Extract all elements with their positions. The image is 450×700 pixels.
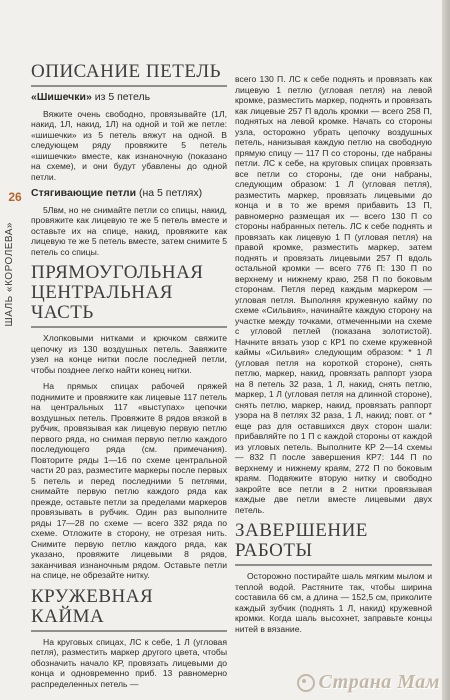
section-heading-stitches: ОПИСАНИЕ ПЕТЕЛЬ [31,61,221,82]
heading-rule [31,326,227,328]
lace-border-section [31,587,227,690]
stitch-description-section [31,62,227,257]
running-title: ШАЛЬ «КОРОЛЕВА» [4,222,15,327]
subheading-bobbles-rest: из 5 петель [91,91,151,103]
subheading-gathered [31,188,227,199]
section-heading-lace: КРУЖЕВНАЯ КАЙМА [31,585,154,627]
heading-rule [235,564,432,566]
heading-rule [31,85,227,87]
watermark-logo-icon [297,674,315,692]
paragraph-center-1: Хлопковыми нитками и крючком свяжите цепочку из 130 воздушных петель. Завяжите узел на конце нитки после последней петли, чтобы позднее легко найти конец нитки. [31,333,227,375]
paragraph-gathered: 5Лвм, но не снимайте петли со спицы, накид, провяжите как лицевую те же 5 петель вместе и оставьте их на спице, накид, провяжите как лицевую те же 5 петель вместе, затем снимите 5 петель со спицы. [31,204,228,257]
site-watermark [297,671,440,694]
section-heading-finishing: ЗАВЕРШЕНИЕ РАБОТЫ [235,520,368,561]
subheading-bobbles-bold: «Шишечки» [31,91,92,103]
page-number: 26 [8,190,22,204]
subheading-gathered-bold: Стягивающие петли [31,187,137,199]
watermark-text: Страна Мам [318,671,440,693]
paragraph-bobbles: Вяжите очень свободно, провязывайте (1Л, накид, 1Л, накид, 1Л) на одной и той же петле: «шишечки» из 5 петель вяжут на одной. В следующем ряду провяжите 5 петель «шишечки» вместе, как изнаночную (показано на схеме), и они будут убавлены до одной петли. [31,108,227,182]
side-margin [2,190,28,590]
page-binding-edge [442,0,450,700]
paragraph-lace-continued: всего 130 П. ЛС к себе поднять и провязать как лицевую 1 петлю (угловая петля) на левой кромке, разместить маркер, поднять и провязать как лицевые 257 П вдоль кромки — всего 258 П, поднятых на левой кромке. Начать со стороны узла, осторожно убрать цепочку воздушных петель, нанизывая каждую петлю на свободную прямую спицу — 117 П со стороны, где набраны петли. ЛС к себе, на круговых спицах провязать все петли со стороны, где они набраны, следующим образом: 1 Л (угловая петля), разместить маркер, провязать лицевыми до конца и в то же время прибавить 13 П, равномерно размещая их — всего 130 П со стороны набранных петель. ЛС к себе поднять и провязать как лицевую 1 П (угловая петля) на правой кромке, разместить маркер, затем поднять и провязать лицевыми 257 П вдоль остальной кромки — всего 776 П: 130 П по верхнему и нижнему краю, 258 П по боковым сторонам. Петля перед каждым маркером — угловая петля. Выполняя кружевную кайму по схеме «Сильвия», начинайте каждую сторону на участке между точками, отмеченными на схеме с угловой петлей (показана золотистой). Начните вязать узор с КР1 по схеме кружевной каймы «Сильвия» следующим образом: * 1 Л (угловая петля на короткой стороне), снять петлю, маркер, накид, провязать раппорт узора на 8 петель 32 раза, 1 Л, накид, снять петлю, маркер, 1 Л (угловая петля на длинной стороне), снять петлю, маркер, накид, провязать раппорт узора на 8 петлях 32 раза, 1 Л, накид; повт. от * еще раз для оставшихся двух сторон шали: прибавляйте по 1 П с каждой стороны от каждой из угловых петель. Выполните КР 2—14 схемы — 832 П после завершения КР7: 144 П по верхнему и нижнему краям, 272 П по боковым краям. Подвяжите вторую нитку и свободно закройте все петли в 2 нитки провязывая каждые две петли вместе лицевыми двух петель. [235,74,432,515]
heading-rule [31,630,227,632]
section-heading-center: ПРЯМОУГОЛЬНАЯ ЦЕНТРАЛЬНАЯ ЧАСТЬ [31,262,204,323]
subheading-gathered-rest: (на 5 петлях) [136,187,203,199]
center-part-section [31,263,227,581]
finishing-section [235,521,432,634]
paragraph-center-2: На прямых спицах рабочей пряжей поднимите и провяжите как лицевые 117 петель на центральных 117 «выступах» цепочки воздушных петель. Провяжите 8 рядов вязкой в рубчик, провязывая как лицевую первую петлю первого ряда, но снимая первую петлю каждого последующего ряда (см. примечания). Повторите ряды 1—16 по схеме центральной части 20 раз, разместите маркеры после первых 5 петель и перед последними 5 петлями, снимайте первую петлю каждого ряда как прежде, оставьте петли за пределами маркеров провязывать в рубчик. Один раз выполните ряды 17—28 по схеме — всего 332 ряда по схеме. Отложите в сторону, не отрезая нить. Снимите первую петлю каждого ряда, как указано, провяжите лицевыми 8 рядов, заканчивая изнаночным рядом. Оставьте петли на спице, не обрезайте нитку. [31,381,227,580]
right-column [235,74,432,640]
left-column [31,62,227,695]
paragraph-finishing: Осторожно постирайте шаль мягким мылом и теплой водой. Растяните так, чтобы ширина составила 66 см, а длина — 152,5 см, приколите каждый зубчик (поднять 1 Л, накид) кружевной кромки. Когда шаль высохнет, заправьте концы нитей в вязание. [235,571,432,634]
paragraph-lace-1: На круговых спицах, ЛС к себе, 1 Л (угловая петля), разместить маркер другого цвета, чтобы обозначить начало КР, провязать лицевыми до конца и одновременно приб. 13 равномерно распределенных петель — [31,636,227,689]
subheading-bobbles [31,92,227,103]
